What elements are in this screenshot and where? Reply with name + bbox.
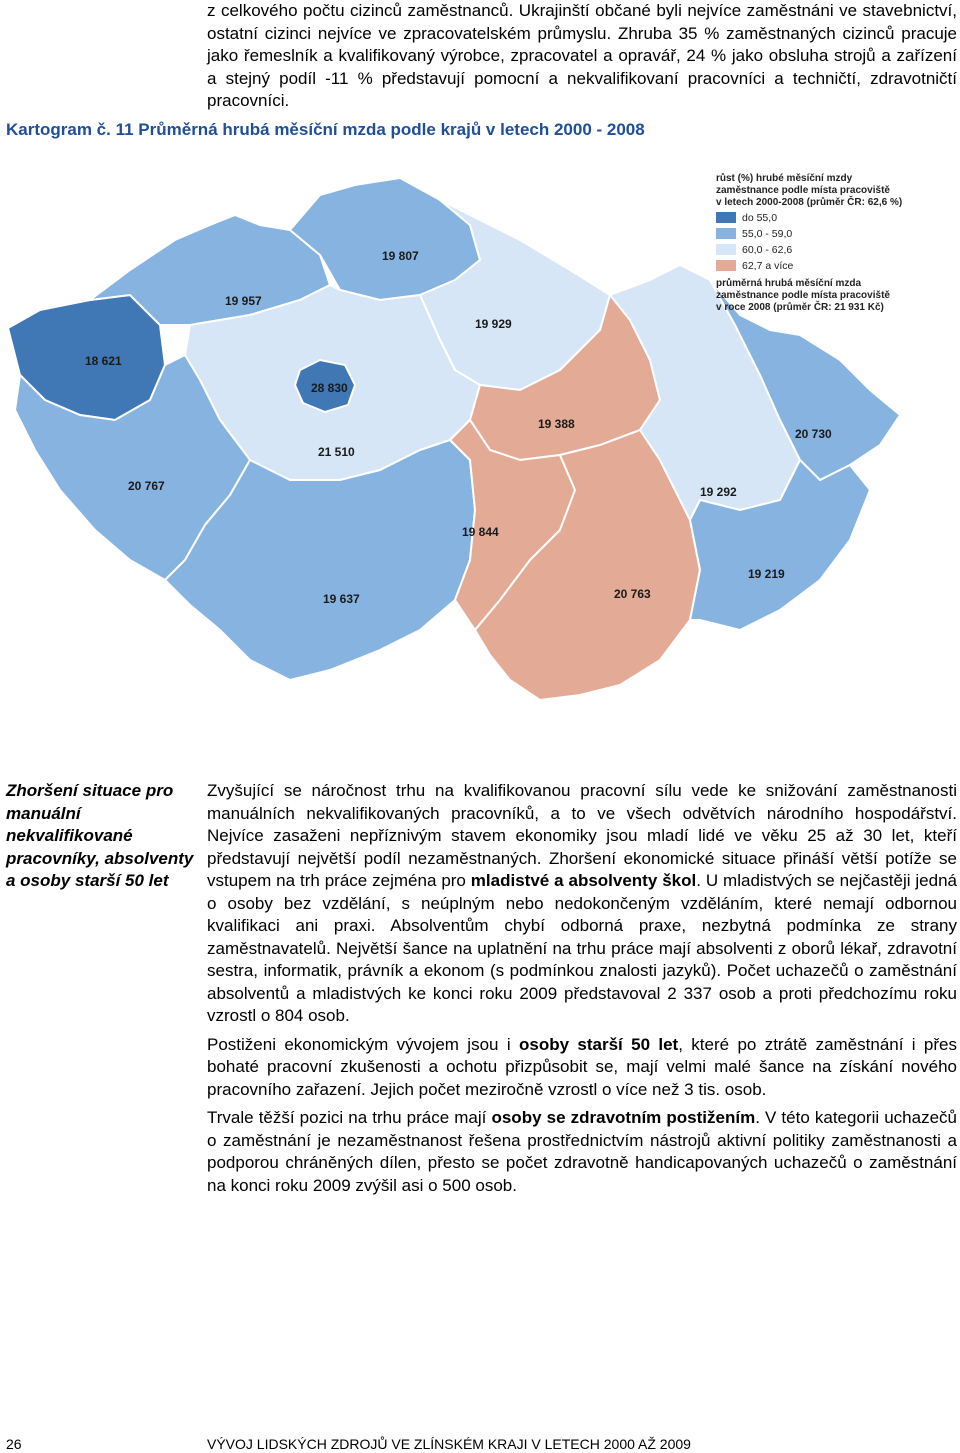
legend-label-1: 55,0 - 59,0 [742, 228, 793, 240]
map-legend [716, 172, 902, 313]
p3-text-c: . V této kategorii uchazečů o zaměstnání je nezaměstnanost řešena prostřednictvím nástrojů aktivní politiky zaměstnanosti a podporou chráněných dílen, přesto se počet zdravotně handicapovaných uchazečů o zaměstnání na konci roku 2009 zvýšil asi o 500 osob. [207, 1108, 958, 1195]
intro-text: z celkového počtu cizinců zaměstnanců. Ukrajinští občané byli nejvíce zaměstnáni ve stavebnictví, ostatní cizinci nejvíce ve zpracovatelském průmyslu. Zhruba 35 % zaměstnaných cizinců pracuje jako řemeslník a kvalifikovaný výrobce, zpracovatel a opravář, 24 % jako obsluha strojů a zařízení a stejný podíl -11 % představují pomocní a nekvalifikovaní pracovníci a techničtí, zdravotničtí pracovníci. [207, 1, 957, 110]
p2-text-a: Postiženi ekonomickým vývojem jsou i [207, 1034, 519, 1054]
legend-swatch-0 [716, 212, 736, 223]
value-label-jihocesky: 19 637 [323, 592, 360, 606]
value-label-pardubicky: 19 388 [538, 417, 575, 431]
p1-bold: mladistvé a absolventy škol [470, 871, 697, 890]
value-label-zlinsky: 19 219 [748, 567, 785, 581]
value-label-jihomoravsky: 20 763 [614, 587, 651, 601]
p3-bold: osoby se zdravotním postižením [491, 1108, 756, 1127]
legend-growth-title-3: v letech 2000-2008 (průměr ČR: 62,6 %) [716, 197, 903, 208]
legend-wage-title-3: v roce 2008 (průměr ČR: 21 931 Kč) [716, 302, 884, 313]
map-caption: Kartogram č. 11 Průměrná hrubá měsíční mzda podle krajů v letech 2000 - 2008 [6, 120, 645, 139]
intro-paragraph [207, 0, 957, 113]
kartogram-map [0, 160, 960, 720]
p3-text-a: Trvale těžší pozici na trhu práce mají [207, 1108, 492, 1127]
p2-bold: osoby starší 50 let [518, 1034, 679, 1054]
legend-wage-title-2: zaměstnance podle místa pracoviště [716, 290, 890, 301]
value-label-stredocesky: 21 510 [318, 445, 355, 459]
paragraph-1 [207, 780, 957, 1028]
legend-growth-title-1: růst (%) hrubé měsíční mzdy [716, 173, 853, 184]
value-label-ustecky: 19 957 [225, 294, 262, 308]
p1-text-a: Zvyšující se náročnost trhu na kvalifikovanou pracovní sílu vede ke snižování zaměstnanosti manuálních nekvalifikovaných pracovníků, a to ve všech odvětvích národního hospodářství. Nejvíce zasaženi nepříznivým stavem ekonomiky jsou mladí lidé ve věku 25 až 30 let, kteří představují největší podíl nezaměstnaných. Zhoršení ekonomické situace přináší větší potíže se vstupem na trh práce zejména pro [207, 781, 957, 890]
value-label-karlovarsky: 18 621 [85, 354, 122, 368]
value-label-kralovehradecky: 19 929 [475, 317, 512, 331]
legend-wage-title-1: průměrná hrubá měsíční mzda [716, 278, 862, 289]
page-number: 26 [6, 1436, 22, 1452]
p1-text-c: . U mladistvých se nejčastěji jedná o osoby bez vzdělání, s neúplným nebo nedokončeným vzděláním, které nemají odbornou kvalifikaci ani praxi. Absolventům chybí odborná praxe, nezbytná podmínka ze strany zaměstnavatelů. Největší šance na uplatnění na trhu práce mají absolventi z oborů lékař, zdravotní sestra, informatik, právník a ekonom (s podmínkou znalosti jazyků). Počet uchazečů o zaměstnání absolventů a mladistvých ke konci roku 2009 představoval 2 337 osob a proti předchozímu roku vzrostl o 804 osob. [207, 871, 957, 1025]
value-label-vysocina: 19 844 [462, 525, 499, 539]
value-label-liberecky: 19 807 [382, 249, 419, 263]
legend-swatch-3 [716, 260, 736, 271]
value-label-praha: 28 830 [311, 381, 348, 395]
legend-growth-title-2: zaměstnance podle místa pracoviště [716, 185, 890, 196]
legend-swatch-1 [716, 228, 736, 239]
value-label-moravskoslezsky: 20 730 [795, 427, 832, 441]
paragraph-3 [207, 1107, 957, 1197]
p2-text-c: , které po ztrátě zaměstnání i přes bohaté pracovní zkušenosti a ochotu přizpůsobit se, mají velmi malé šance na získání nového pracovního zařazení. Jejich počet meziročně vzrostl o více než 3 tis. osob. [207, 1034, 958, 1099]
legend-label-0: do 55,0 [742, 212, 778, 224]
side-heading: Zhoršení situace pro manuální nekvalifikované pracovníky, absolventy a osoby starší 50 let [6, 781, 194, 890]
paragraph-2 [207, 1034, 957, 1102]
footer-title: VÝVOJ LIDSKÝCH ZDROJŮ VE ZLÍNSKÉM KRAJI V LETECH 2000 AŽ 2009 [207, 1436, 691, 1452]
legend-label-2: 60,0 - 62,6 [742, 244, 793, 256]
body-text [207, 780, 957, 1203]
legend-label-3: 62,7 a více [742, 260, 794, 272]
legend-swatch-2 [716, 244, 736, 255]
value-label-plzensky: 20 767 [128, 479, 165, 493]
value-label-olomoucky: 19 292 [700, 485, 737, 499]
